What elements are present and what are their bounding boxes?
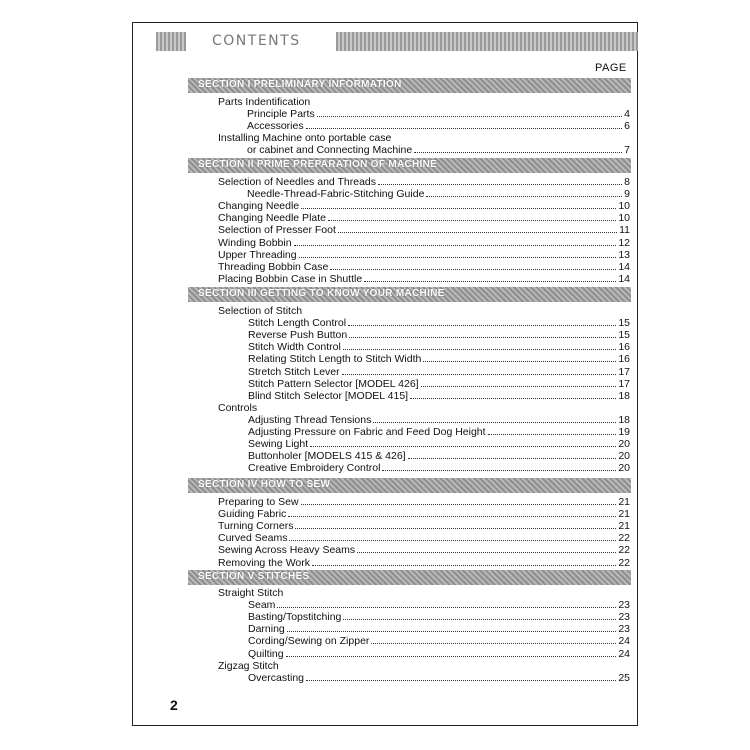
section-heading xyxy=(188,478,631,493)
toc-entry xyxy=(248,462,630,474)
toc-entry xyxy=(218,557,630,569)
toc-entry-title: Curved Seams xyxy=(218,532,288,545)
toc-group-label: Controls xyxy=(218,401,258,414)
dot-leader xyxy=(295,527,616,529)
toc-entry xyxy=(218,176,630,188)
dot-leader xyxy=(408,457,617,459)
page-number: 2 xyxy=(170,697,178,713)
toc-entry xyxy=(248,672,630,684)
dot-leader xyxy=(312,564,616,566)
toc-group-label: Selection of Stitch xyxy=(218,305,303,317)
dot-leader xyxy=(342,373,617,375)
toc-entry-page: 20 xyxy=(618,462,630,475)
toc-entry xyxy=(218,200,630,212)
toc-entry-page: 16 xyxy=(618,353,630,366)
dot-leader xyxy=(343,618,616,620)
toc-entry xyxy=(247,188,630,200)
toc-entry-page: 23 xyxy=(618,611,630,624)
dot-leader xyxy=(310,445,616,447)
toc-entry-page: 25 xyxy=(618,671,630,684)
toc-entry-title: Blind Stitch Selector [MODEL 415] xyxy=(248,389,409,402)
toc-entry-title: Seam xyxy=(248,599,276,612)
toc-entry-title: Stretch Stitch Lever xyxy=(248,365,340,378)
toc-entry-page: 6 xyxy=(624,120,630,133)
section-heading-text: SECTION V STITCHES xyxy=(198,571,310,582)
section-heading xyxy=(188,158,631,173)
toc-entry-title: Buttonholer [MODELS 415 & 426] xyxy=(248,450,406,463)
toc-entry-title: or cabinet and Connecting Machine xyxy=(247,144,413,157)
toc-entry xyxy=(218,224,630,236)
dot-leader xyxy=(288,515,616,517)
dot-leader xyxy=(317,115,622,117)
section-heading-text: SECTION II PRIME PREPARATION OF MACHINE xyxy=(198,159,438,170)
toc-entry-page: 20 xyxy=(618,450,630,463)
dot-leader xyxy=(426,195,622,197)
toc-entry xyxy=(218,496,630,508)
toc-entry xyxy=(218,273,630,285)
dot-leader xyxy=(306,127,623,129)
toc-entry-page: 22 xyxy=(618,556,630,569)
dot-leader xyxy=(289,539,616,541)
toc-entry-page: 12 xyxy=(618,236,630,249)
toc-entry-title: Winding Bobbin xyxy=(218,236,292,249)
toc-entry xyxy=(248,317,630,329)
toc-entry-title: Selection of Needles and Threads xyxy=(218,176,376,188)
toc-entry xyxy=(248,438,630,450)
dot-leader xyxy=(343,348,617,350)
dot-leader xyxy=(364,280,616,282)
toc-entry-page: 9 xyxy=(624,188,630,201)
toc-entry-page: 16 xyxy=(618,341,630,354)
section-heading-text: SECTION III GETTING TO KNOW YOUR MACHINE xyxy=(198,288,445,299)
section-heading xyxy=(188,78,631,93)
toc-entry xyxy=(247,120,630,132)
toc-entry xyxy=(218,249,630,261)
toc-entry-page: 10 xyxy=(618,200,630,213)
toc-entry-title: Preparing to Sew xyxy=(218,496,299,508)
toc-entry-title: Stitch Pattern Selector [MODEL 426] xyxy=(248,377,419,390)
toc-entry-title: Sewing Across Heavy Seams xyxy=(218,544,356,557)
toc-entry-page: 21 xyxy=(618,496,630,508)
toc-entry-page: 19 xyxy=(618,426,630,438)
toc-entry-title: Darning xyxy=(248,623,285,636)
toc-entry-title: Overcasting xyxy=(248,671,305,684)
toc-entry-page: 17 xyxy=(618,377,630,390)
dot-leader xyxy=(488,433,617,435)
dot-leader xyxy=(301,503,617,505)
toc-entry-page: 14 xyxy=(618,272,630,285)
dot-leader xyxy=(294,244,617,246)
toc-entry-page: 14 xyxy=(618,260,630,273)
toc-entry-page: 4 xyxy=(624,108,630,121)
toc-entry-title: Relating Stitch Length to Stitch Width xyxy=(248,353,422,366)
toc-entry-page: 22 xyxy=(618,532,630,545)
toc-entry-page: 13 xyxy=(618,248,630,261)
dot-leader xyxy=(421,385,617,387)
toc-entry-title: Guiding Fabric xyxy=(218,508,287,521)
dot-leader xyxy=(306,679,616,681)
toc-entry xyxy=(248,414,630,426)
toc-entry xyxy=(247,144,630,156)
toc-entry xyxy=(248,329,630,341)
toc-entry-page: 22 xyxy=(618,544,630,557)
toc-entry-page: 18 xyxy=(618,389,630,402)
dot-leader xyxy=(423,360,616,362)
toc-entry xyxy=(218,520,630,532)
toc-entry-title: Placing Bobbin Case in Shuttle xyxy=(218,272,363,285)
toc-entry xyxy=(248,353,630,365)
toc-entry xyxy=(248,623,630,635)
toc-entry-title: Stitch Length Control xyxy=(248,317,347,330)
toc-entry-title: Sewing Light xyxy=(248,438,309,451)
dot-leader xyxy=(338,231,617,233)
contents-title: CONTENTS xyxy=(212,33,301,49)
toc-group-label: Installing Machine onto portable case xyxy=(218,132,392,145)
toc-entry-page: 11 xyxy=(619,224,630,237)
toc-entry xyxy=(218,212,630,224)
dot-leader xyxy=(410,397,616,399)
toc-entry-page: 10 xyxy=(618,212,630,225)
toc-entry-title: Removing the Work xyxy=(218,556,311,569)
toc-entry-page: 20 xyxy=(618,438,630,451)
dot-leader xyxy=(382,469,616,471)
toc-entry-page: 21 xyxy=(618,520,630,533)
toc-entry-page: 8 xyxy=(624,176,630,188)
toc-entry-title: Accessories xyxy=(247,120,304,133)
toc-entry-page: 15 xyxy=(618,329,630,342)
toc-entry-page: 23 xyxy=(618,623,630,636)
dot-leader xyxy=(328,219,616,221)
toc-entry-title: Principle Parts xyxy=(247,108,315,121)
toc-entry xyxy=(248,635,630,647)
toc-entry xyxy=(218,544,630,556)
toc-entry xyxy=(218,508,630,520)
dot-leader xyxy=(373,421,616,423)
toc-entry xyxy=(248,599,630,611)
dot-leader xyxy=(378,183,622,185)
toc-entry xyxy=(248,390,630,402)
toc-entry-title: Threading Bobbin Case xyxy=(218,260,329,273)
toc-group-label: Zigzag Stitch xyxy=(218,659,279,672)
toc-entry xyxy=(248,378,630,390)
section-heading-text: SECTION I PRELIMINARY INFORMATION xyxy=(198,79,402,90)
toc-entry-title: Basting/Topstitching xyxy=(248,611,342,624)
toc-entry-title: Changing Needle Plate xyxy=(218,212,326,225)
toc-entry-page: 15 xyxy=(618,317,630,330)
dot-leader xyxy=(286,655,617,657)
dot-leader xyxy=(349,336,616,338)
toc-entry-title: Reverse Push Button xyxy=(248,329,348,342)
toc-entry xyxy=(218,237,630,249)
toc-entry-title: Stitch Width Control xyxy=(248,341,341,354)
toc-entry xyxy=(248,366,630,378)
toc-entry-page: 7 xyxy=(624,144,630,157)
toc-entry-page: 21 xyxy=(618,508,630,521)
dot-leader xyxy=(301,207,616,209)
toc-group-label: Parts Indentification xyxy=(218,96,311,108)
toc-entry xyxy=(247,108,630,120)
toc-entry-title: Creative Embroidery Control xyxy=(248,462,381,475)
section-heading-text: SECTION IV HOW TO SEW xyxy=(198,479,331,490)
section-heading xyxy=(188,570,631,585)
dot-leader xyxy=(330,268,616,270)
toc-group-label: Straight Stitch xyxy=(218,587,284,599)
toc-entry xyxy=(248,341,630,353)
toc-entry xyxy=(248,611,630,623)
toc-entry xyxy=(248,450,630,462)
toc-entry-title: Upper Threading xyxy=(218,248,297,261)
dot-leader xyxy=(348,324,616,326)
toc-entry-title: Needle-Thread-Fabric-Stitching Guide xyxy=(247,188,425,201)
toc-entry xyxy=(248,426,630,438)
dot-leader xyxy=(371,642,616,644)
toc-entry xyxy=(218,261,630,273)
dot-leader xyxy=(414,151,622,153)
section-heading xyxy=(188,287,631,302)
page-column-label: PAGE xyxy=(595,62,627,74)
toc-entry-title: Adjusting Pressure on Fabric and Feed Dog Height xyxy=(248,426,486,438)
toc-entry-page: 24 xyxy=(618,647,630,660)
toc-entry-title: Selection of Presser Foot xyxy=(218,224,336,237)
toc-entry-page: 23 xyxy=(618,599,630,612)
dot-leader xyxy=(287,630,617,632)
dot-leader xyxy=(277,606,616,608)
dot-leader xyxy=(357,551,616,553)
toc-entry xyxy=(218,532,630,544)
toc-entry-title: Adjusting Thread Tensions xyxy=(248,413,372,426)
toc-entry xyxy=(248,648,630,660)
toc-entry-page: 18 xyxy=(618,413,630,426)
toc-entry-title: Changing Needle xyxy=(218,200,300,213)
toc-entry-page: 17 xyxy=(618,365,630,378)
toc-entry-title: Quilting xyxy=(248,647,284,660)
toc-entry-page: 24 xyxy=(618,635,630,648)
toc-entry-title: Turning Corners xyxy=(218,520,294,533)
dot-leader xyxy=(299,256,617,258)
toc-entry-title: Cording/Sewing on Zipper xyxy=(248,635,370,648)
